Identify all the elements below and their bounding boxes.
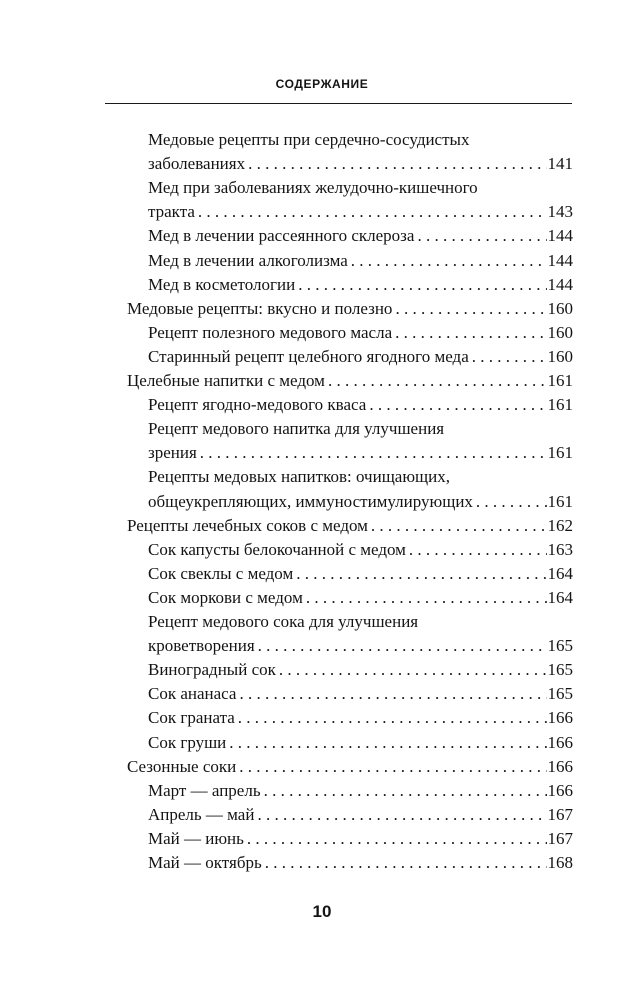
toc-page-number: 165 (547, 636, 573, 656)
dot-leader (472, 345, 547, 369)
dot-leader (296, 562, 546, 586)
toc-entry-title: Старинный рецепт целебного ягодного меда (148, 346, 469, 366)
dot-leader (257, 803, 546, 827)
toc-entry-title: заболеваниях (148, 154, 246, 174)
toc-entry (148, 827, 573, 851)
toc-entry-title: Сок свеклы с медом (148, 563, 294, 583)
toc-entry-title: зрения (148, 443, 197, 463)
toc-page-number: 161 (547, 443, 573, 463)
toc-page-number: 143 (547, 202, 573, 222)
toc-section (127, 755, 573, 779)
toc-entry-title: Мед в косметологии (148, 274, 296, 294)
toc-entry-title: Медовые рецепты: вкусно и полезно (127, 298, 393, 318)
toc-entry (148, 417, 573, 441)
dot-leader (247, 827, 547, 851)
toc-entry-title: Рецепт полезного медового масла (148, 322, 393, 342)
toc-page-number: 168 (547, 853, 573, 872)
toc-entry-title: Март — апрель (148, 780, 261, 800)
toc-entry (148, 200, 573, 224)
toc-page-number: 165 (547, 660, 573, 680)
dot-leader (395, 321, 546, 345)
toc-entry (148, 465, 573, 489)
toc-page-number: 141 (547, 154, 573, 174)
toc-page-number: 164 (547, 563, 573, 583)
dot-leader (248, 152, 546, 176)
toc-entry (148, 321, 573, 345)
toc-page-number: 160 (547, 346, 573, 366)
toc-entry (148, 706, 573, 730)
toc-page-number: 144 (547, 274, 573, 294)
dot-leader (239, 755, 546, 779)
toc-page-number: 161 (547, 371, 573, 390)
toc-section (127, 369, 573, 393)
toc-entry-title: Рецепт медового сока для улучшения (148, 612, 419, 631)
toc-page-number: 144 (547, 250, 573, 270)
toc-entry (148, 586, 573, 610)
toc-entry-title: Виноградный сок (148, 660, 276, 680)
toc-entry (148, 682, 573, 706)
toc-entry-title: Сок моркови с медом (148, 587, 303, 607)
toc-entry-title: Медовые рецепты при сердечно-сосудистых (148, 130, 470, 149)
toc-entry (148, 803, 573, 827)
toc-entry (148, 128, 573, 152)
toc-section (127, 514, 573, 538)
toc-page-number: 160 (547, 298, 573, 318)
dot-leader (298, 273, 546, 297)
toc-page-number: 166 (547, 780, 573, 800)
toc-entry-title: Сок груши (148, 732, 227, 752)
toc-entry-title: Май — октябрь (148, 853, 262, 872)
toc-entry-title: Апрель — май (148, 804, 255, 824)
toc-entry-title: Сок ананаса (148, 684, 237, 704)
toc-section (127, 297, 573, 321)
toc-entry (148, 249, 573, 273)
toc-page-number: 163 (547, 539, 573, 559)
toc-page-number: 166 (547, 732, 573, 752)
toc-entry (148, 610, 573, 634)
toc-entry (148, 490, 573, 514)
dot-leader (238, 706, 547, 730)
toc-entry (148, 224, 573, 248)
toc-entry-title: Рецепт ягодно-медового кваса (148, 395, 367, 415)
dot-leader (369, 393, 546, 417)
toc-entry (148, 562, 573, 586)
toc-entry-title: общеукрепляющих, иммуностимулирующих (148, 491, 473, 511)
toc-entry-title: кроветворения (148, 636, 255, 656)
page-number: 10 (312, 902, 332, 921)
toc-entry-title: Май — июнь (148, 828, 244, 848)
toc-page-number: 166 (547, 708, 573, 728)
dot-leader (328, 369, 547, 393)
toc-page-number: 165 (547, 684, 573, 704)
toc-page-number: 160 (547, 322, 573, 342)
toc-entry (148, 538, 573, 562)
dot-leader (229, 731, 546, 755)
toc-entry-title: Мед в лечении алкоголизма (148, 250, 348, 270)
toc-page-number: 162 (547, 515, 573, 535)
toc-entry (148, 779, 573, 803)
toc-entry-title: Рецепты медовых напитков: очищающих, (148, 467, 450, 487)
dot-leader (200, 441, 547, 465)
dot-leader (239, 682, 546, 706)
toc-entry (148, 441, 573, 465)
toc-entry (148, 731, 573, 755)
toc-page-number: 167 (547, 804, 573, 824)
running-head: СОДЕРЖАНИЕ (275, 77, 369, 91)
toc-entry (148, 273, 573, 297)
toc-entry (148, 658, 573, 682)
toc-entry (148, 152, 573, 176)
dot-leader (306, 586, 547, 610)
toc-entry (148, 345, 573, 369)
toc-page-number: 144 (547, 226, 573, 246)
toc-entry (148, 634, 573, 658)
toc-entry-title: Сок граната (148, 708, 235, 728)
dot-leader (417, 224, 546, 248)
toc-page-number: 164 (547, 587, 573, 607)
dot-leader (476, 490, 547, 514)
dot-leader (265, 851, 547, 875)
dot-leader (198, 200, 547, 224)
toc-entry-title: Сок капусты белокочанной с медом (148, 539, 406, 559)
toc-page-number: 161 (547, 491, 573, 511)
toc-page-number: 166 (547, 756, 573, 776)
toc-entry (148, 393, 573, 417)
toc-entry-title: Рецепты лечебных соков с медом (127, 515, 368, 535)
toc-entry-title: тракта (148, 202, 195, 222)
dot-leader (371, 514, 547, 538)
toc-entry (148, 851, 573, 875)
toc-page-number: 167 (547, 828, 573, 848)
dot-leader (279, 658, 547, 682)
dot-leader (409, 538, 547, 562)
toc-entry-title: Мед в лечении рассеянного склероза (148, 226, 415, 246)
toc-entry-title: Целебные напитки с медом (127, 371, 325, 390)
dot-leader (258, 634, 547, 658)
toc-entry-title: Рецепт медового напитка для улучшения (148, 419, 445, 439)
toc-page-number: 161 (547, 395, 573, 415)
toc-entry-title: Мед при заболеваниях желудочно-кишечного (148, 178, 478, 198)
toc-entry (148, 176, 573, 200)
toc-entry-title: Сезонные соки (127, 756, 237, 776)
dot-leader (264, 779, 547, 803)
dot-leader (351, 249, 547, 273)
dot-leader (395, 297, 546, 321)
